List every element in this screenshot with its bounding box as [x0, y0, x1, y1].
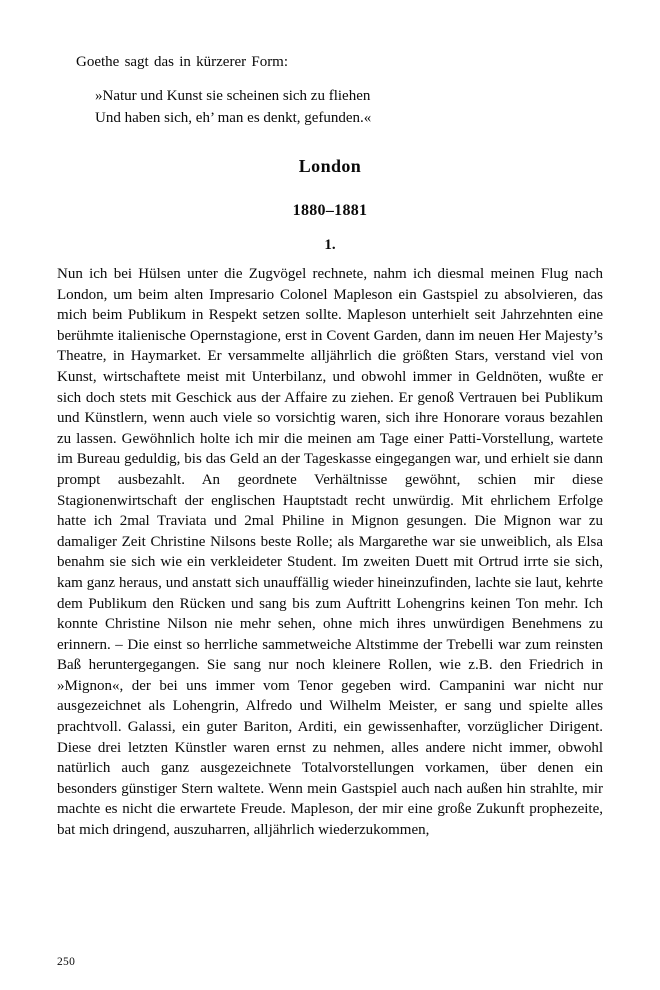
page-number: 250: [57, 956, 76, 968]
body-paragraph: Nun ich bei Hülsen unter die Zugvögel rechnete, nahm ich diesmal meinen Flug nach London, um beim alten Impresario Colonel Mapleson ein Gastspiel zu absolvieren, das mich beim Publikum in Respekt setzen sollte. Mapleson unterhielt seit Jahrzehnten eine berühmte italienische Opernstagione, erst in Covent Garden, dann im neuen Her Majesty’s Theatre, in Haymarket. Er versammelte alljährlich die größten Stars, verstand viel von Kunst, wirtschaftete meist mit Unterbilanz, und obwohl immer in Geldnöten, wußte er sich doch stets mit Geschick aus der Affaire zu ziehen. Er genoß Vertrauen bei Publikum und Künstlern, wenn auch viele so vorsichtig waren, sich ihre Honorare voraus bezahlen zu lassen. Gewöhnlich holte ich mir die meinen am Tage einer Patti-Vorstellung, wartete im Bureau geduldig, bis das Geld an der Tageskasse eingegangen war, und erhielt sie dann prompt ausbezahlt. An geordnete Verhältnisse gewöhnt, schien mir diese Stagionenwirtschaft der englischen Hauptstadt recht unwürdig. Mit ehrlichem Erfolge hatte ich 2mal Traviata und 2mal Philine in Mignon gesungen. Die Mignon war zu damaliger Zeit Christine Nilsons beste Rolle; als Margarethe war sie unweiblich, als Elsa benahm sie sich wie ein verkleideter Student. Im zweiten Duett mit Ortrud irrte sie sich, kam ganz heraus, und anstatt sich unauffällig wieder hineinzufinden, lachte sie laut, kehrte dem Publikum den Rücken und sang bis zum Auftritt Lohengrins keinen Ton mehr. Ich konnte Christine Nilson nie mehr sehen, ohne mich ihres unwürdigen Benehmens zu erinnern. – Die einst so herrliche sammetweiche Altstimme der Trebelli war zum reinsten Baß heruntergegangen. Sie sang nur noch kleinere Rollen, wie z.B. den Friedrich in »Mignon«, der bei uns immer vom Tenor gegeben wird. Campanini war nicht nur ausgezeichnet als Lohengrin, Alfredo und Wilhelm Meister, er sang und spielte alles prachtvoll. Galassi, ein guter Bariton, Arditi, ein gewissenhafter, vorzüglicher Dirigent. Diese drei letzten Künstler waren ernst zu nehmen, alles andere nicht immer, obwohl natürlich auch ganz ausgezeichnete Totalvorstellungen vorkamen, über denen ein besonders günstiger Stern waltete. Wenn mein Gastspiel auch nach außen hin strahlte, mir machte es nicht die erwartete Freude. Mapleson, der mir eine große Zukunft prophezeite, bat mich dringend, auszuharren, alljährlich wiederzukommen,: [57, 266, 603, 839]
section-number: 1.: [324, 237, 336, 253]
verse-quote-line-1: »Natur und Kunst sie scheinen sich zu fliehen: [95, 88, 371, 104]
chapter-title: London: [298, 156, 362, 176]
intro-line: Goethe sagt das in kürzerer Form:: [76, 54, 289, 70]
verse-quote-line-2: Und haben sich, eh’ man es denkt, gefunden.«: [95, 110, 372, 126]
verse-quote: [95, 85, 371, 129]
chapter-years: 1880–1881: [292, 202, 368, 219]
